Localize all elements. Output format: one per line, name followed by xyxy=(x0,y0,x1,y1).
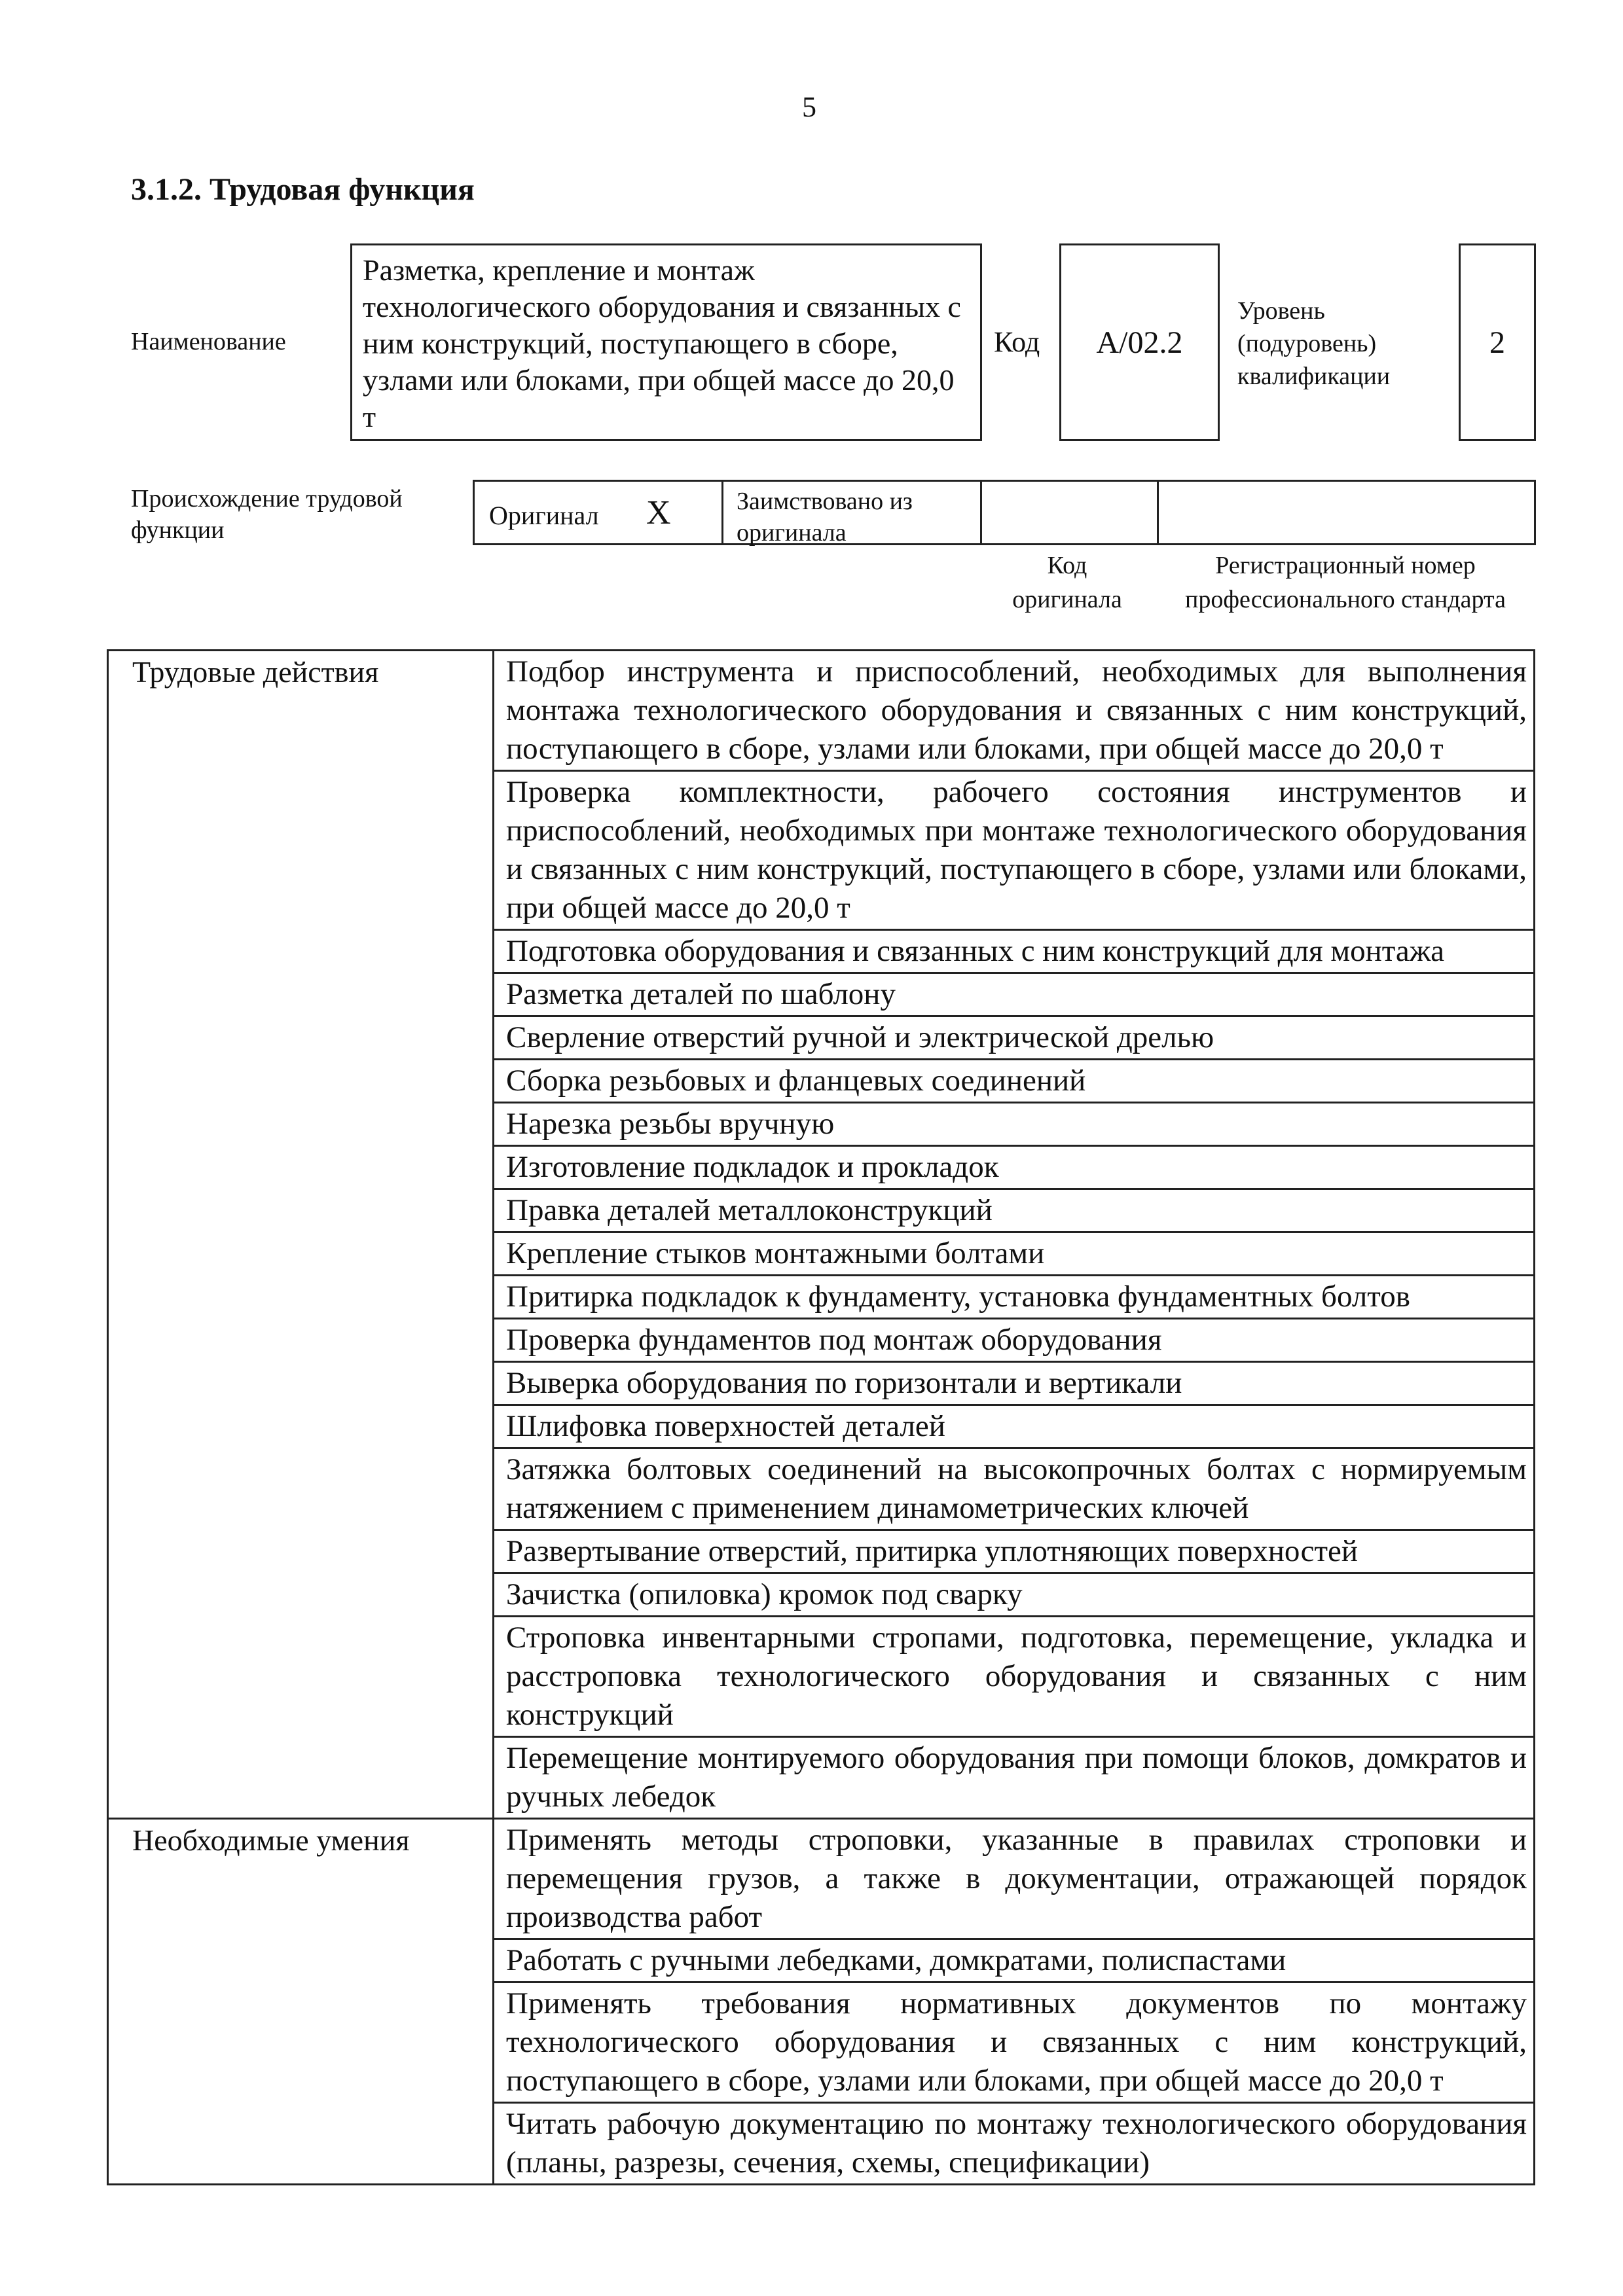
table-cell: Сборка резьбовых и фланцевых соединений xyxy=(494,1060,1535,1103)
table-cell: Подбор инструмента и приспособлений, необходимых для выполнения монтажа технологического оборудования и связанных с ним конструкций, поступающего в сборе, узлами или блоками, при общей массе до 20,0 т xyxy=(494,651,1535,771)
table-cell: Правка деталей металлоконструкций xyxy=(494,1189,1535,1232)
table-cell: Затяжка болтовых соединений на высокопрочных болтах с нормируемым натяжением с применением динамометрических ключей xyxy=(494,1448,1535,1530)
origin-table xyxy=(473,480,1536,545)
table-cell: Проверка фундаментов под монтаж оборудования xyxy=(494,1319,1535,1362)
table-cell: Применять методы строповки, указанные в правилах строповки и перемещения грузов, а также в документации, отражающей порядок производства работ xyxy=(494,1819,1535,1939)
section-header: Необходимые умения xyxy=(108,1819,494,2185)
level-label: Уровень (подуровень) квалификации xyxy=(1237,297,1391,390)
section-title: 3.1.2. Трудовая функция xyxy=(131,172,475,207)
origin-original-cell xyxy=(475,482,723,543)
table-cell: Зачистка (опиловка) кромок под сварку xyxy=(494,1573,1535,1617)
table-cell: Шлифовка поверхностей деталей xyxy=(494,1405,1535,1448)
origin-borrowed-cell xyxy=(723,482,982,547)
table-cell: Крепление стыков монтажными болтами xyxy=(494,1232,1535,1276)
code-label: Код xyxy=(994,326,1040,358)
table-cell: Строповка инвентарными стропами, подготовка, перемещение, укладка и расстроповка технологического оборудования и связанных с ним конструкций xyxy=(494,1617,1535,1737)
table-cell: Развертывание отверстий, притирка уплотняющих поверхностей xyxy=(494,1530,1535,1573)
table-cell: Проверка комплектности, рабочего состояния инструментов и приспособлений, необходимых при монтаже технологического оборудования и связанных с ним конструкций, поступающего в сборе, узлами или блоками, при общей массе до 20,0 т xyxy=(494,771,1535,930)
table-cell: Нарезка резьбы вручную xyxy=(494,1103,1535,1146)
table-row xyxy=(108,1819,1535,1939)
section-header: Трудовые действия xyxy=(108,651,494,1819)
original-mark: X xyxy=(646,494,671,531)
function-table-body xyxy=(108,651,1535,2185)
table-cell: Разметка деталей по шаблону xyxy=(494,973,1535,1016)
original-label: Оригинал xyxy=(489,501,599,530)
caption-reg-number: Регистрационный номер профессионального стандарта xyxy=(1185,552,1506,613)
table-cell: Притирка подкладок к фундаменту, установка фундаментных болтов xyxy=(494,1276,1535,1319)
table-cell: Изготовление подкладок и прокладок xyxy=(494,1146,1535,1189)
level-box xyxy=(1459,243,1536,441)
table-cell: Работать с ручными лебедками, домкратами, полиспастами xyxy=(494,1939,1535,1982)
page-number: 5 xyxy=(802,91,816,123)
origin-code-cell xyxy=(982,482,1159,543)
origin-label: Происхождение трудовой функции xyxy=(131,485,403,544)
table-cell: Сверление отверстий ручной и электрической дрелью xyxy=(494,1016,1535,1060)
table-cell: Перемещение монтируемого оборудования при помощи блоков, домкратов и ручных лебедок xyxy=(494,1737,1535,1819)
code-box xyxy=(1059,243,1220,441)
table-row xyxy=(108,651,1535,771)
function-name-box: Разметка, крепление и монтаж технологического оборудования и связанных с ним конструкций, поступающего в сборе, узлами или блоками, при общей массе до 20,0 т xyxy=(350,243,982,441)
table-cell: Читать рабочую документацию по монтажу технологического оборудования (планы, разрезы, сечения, схемы, спецификации) xyxy=(494,2103,1535,2185)
table-cell: Применять требования нормативных документов по монтажу технологического оборудования и связанных с ним конструкций, поступающего в сборе, узлами или блоками, при общей массе до 20,0 т xyxy=(494,1982,1535,2103)
level-value: 2 xyxy=(1489,325,1505,360)
borrowed-label: Заимствовано из оригинала xyxy=(737,488,913,547)
table-cell: Подготовка оборудования и связанных с ним конструкций для монтажа xyxy=(494,930,1535,973)
function-table xyxy=(107,649,1535,2185)
name-label: Наименование xyxy=(131,328,286,355)
table-cell: Выверка оборудования по горизонтали и вертикали xyxy=(494,1362,1535,1405)
code-value: А/02.2 xyxy=(1096,325,1183,360)
caption-original-code: Код оригинала xyxy=(1012,552,1122,613)
origin-reg-cell xyxy=(1159,482,1534,543)
